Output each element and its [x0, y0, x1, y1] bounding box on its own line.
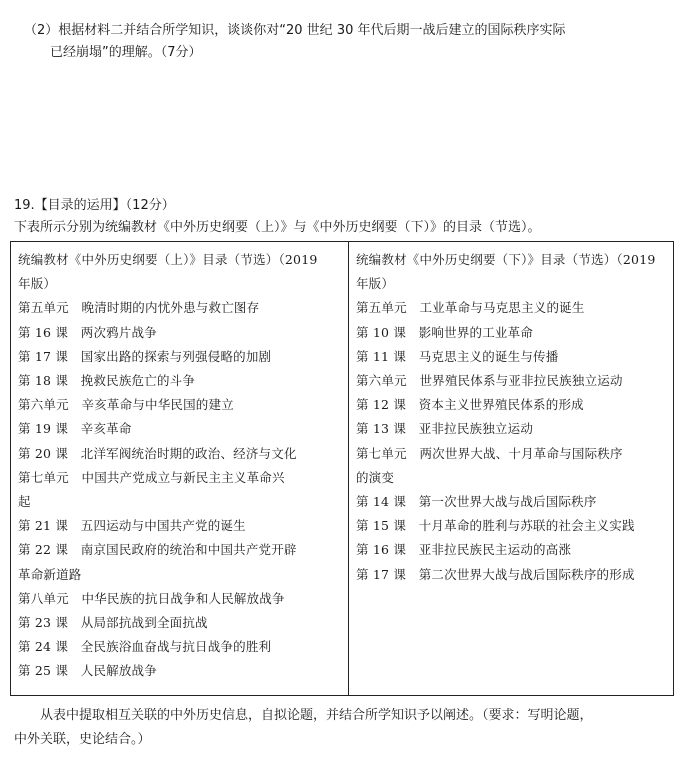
question-2 — [24, 20, 664, 64]
catalog-table — [10, 241, 674, 696]
right-row: 第 12 课 资本主义世界殖民体系的形成 — [355, 397, 584, 413]
right-row: 年版） — [355, 276, 395, 292]
question-19-prompt-line1: 从表中提取相互关联的中外历史信息，自拟论题，并结合所学知识予以阐述。（要求：写明论题， — [40, 708, 593, 723]
left-row: 第 18 课 挽救民族危亡的斗争 — [18, 373, 196, 389]
question-2-line1: （2）根据材料二并结合所学知识，谈谈你对“20 世纪 30 年代后期一战后建立的国际秩序实际 — [24, 23, 566, 38]
left-row: 第 23 课 从局部抗战到全面抗战 — [18, 615, 208, 631]
left-row: 年版） — [18, 276, 57, 292]
right-row: 的演变 — [355, 469, 395, 485]
catalog-right-column — [349, 242, 673, 695]
catalog-left-column — [11, 242, 349, 695]
right-row: 第 17 课 第二次世界大战与战后国际秩序的形成 — [355, 566, 635, 582]
left-row: 第 24 课 全民族浴血奋战与抗日战争的胜利 — [18, 639, 272, 655]
right-row: 第六单元 世界殖民体系与亚非拉民族独立运动 — [355, 373, 623, 389]
question-19-prompt-line2: 中外关联，史论结合。） — [14, 732, 151, 747]
left-row: 革命新道路 — [18, 566, 82, 582]
right-row: 统编教材《中外历史纲要（下）》目录（节选）（2019 — [355, 252, 656, 267]
left-row: 第 20 课 北洋军阀统治时期的政治、经济与文化 — [18, 445, 297, 461]
left-row: 第五单元 晚清时期的内忧外患与救亡图存 — [18, 300, 260, 316]
left-row: 统编教材《中外历史纲要（上）》目录（节选）（2019 — [18, 252, 318, 267]
right-row: 第 16 课 亚非拉民族民主运动的高涨 — [355, 542, 572, 558]
left-row: 起 — [18, 494, 31, 510]
question-2-line2: 已经崩塌”的理解。（7分） — [50, 45, 202, 60]
left-row: 第七单元 中国共产党成立与新民主主义革命兴 — [18, 469, 285, 485]
right-row: 第 13 课 亚非拉民族独立运动 — [355, 421, 534, 437]
right-row: 第 14 课 第一次世界大战与战后国际秩序 — [355, 494, 597, 510]
left-row: 第 16 课 两次鸦片战争 — [18, 324, 157, 340]
question-19-prompt — [14, 704, 678, 752]
question-19-intro: 下表所示分别为统编教材《中外历史纲要（上）》与《中外历史纲要（下）》的目录（节选）。 — [14, 220, 541, 235]
right-row: 第五单元 工业革命与马克思主义的诞生 — [355, 300, 585, 316]
left-row: 第 21 课 五四运动与中国共产党的诞生 — [18, 518, 246, 534]
left-row: 第 17 课 国家出路的探索与列强侵略的加剧 — [18, 348, 272, 364]
left-row: 第八单元 中华民族的抗日战争和人民解放战争 — [18, 590, 285, 606]
right-row: 第 15 课 十月革命的胜利与苏联的社会主义实践 — [355, 518, 635, 534]
right-row: 第七单元 两次世界大战、十月革命与国际秩序 — [355, 445, 623, 461]
left-row: 第 19 课 辛亥革命 — [18, 421, 132, 437]
left-row: 第 25 课 人民解放战争 — [18, 663, 157, 679]
right-row: 第 11 课 马克思主义的诞生与传播 — [355, 348, 559, 364]
left-row: 第六单元 辛亥革命与中华民国的建立 — [18, 397, 234, 413]
question-19-title: 19.【目录的运用】（12分） — [14, 198, 175, 213]
left-row: 第 22 课 南京国民政府的统治和中国共产党开辟 — [18, 542, 297, 558]
right-row: 第 10 课 影响世界的工业革命 — [355, 324, 534, 340]
